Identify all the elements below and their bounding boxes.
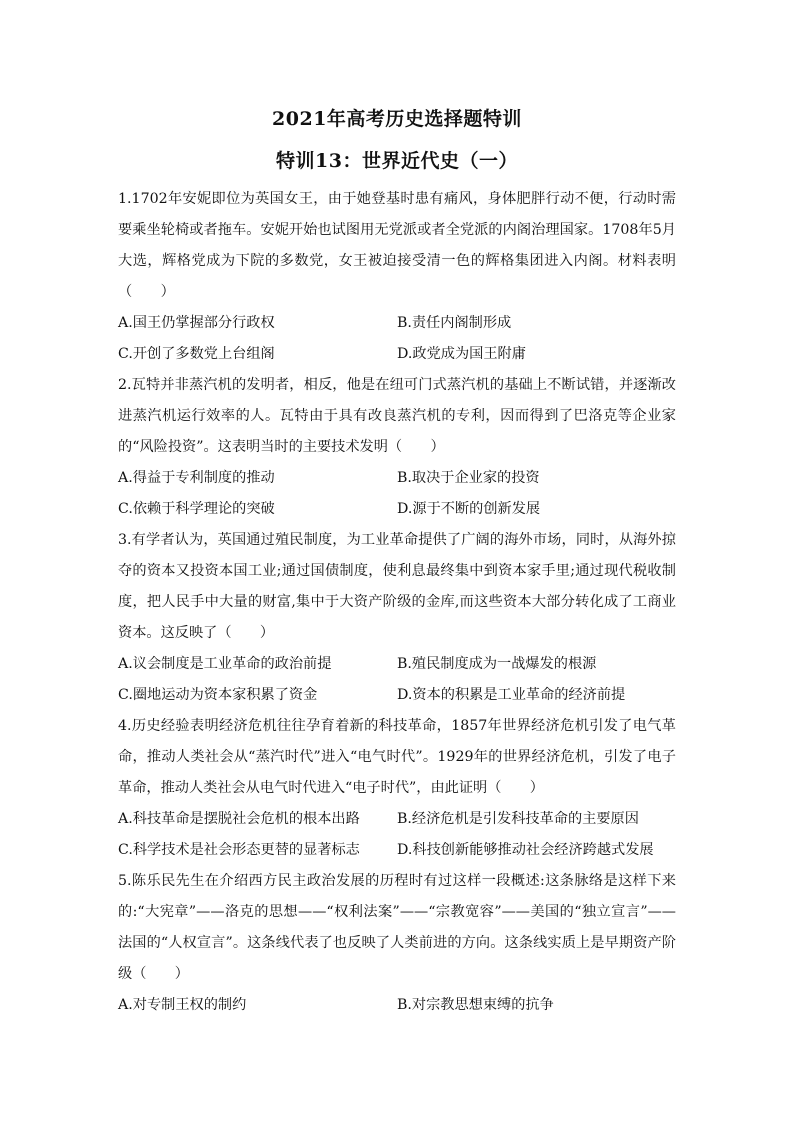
- option-b: B.取决于企业家的投资: [397, 470, 540, 486]
- option-a: A.得益于专利制度的推动: [118, 470, 275, 486]
- question-2: [118, 370, 676, 525]
- option-d: D.政党成为国王附庸: [397, 346, 526, 362]
- option-list: [118, 308, 676, 370]
- option-b: B.殖民制度成为一战爆发的根源: [397, 656, 597, 672]
- option-d: D.科技创新能够推动社会经济跨越式发展: [397, 842, 654, 858]
- option-b: B.对宗教思想束缚的抗争: [397, 997, 554, 1013]
- document-subtitle: 特训13：世界近代史（一）: [276, 150, 518, 172]
- option-b: B.责任内阁制形成: [397, 315, 512, 331]
- option-a: A.对专制王权的制约: [118, 997, 247, 1013]
- question-stem: 1.1702年安妮即位为英国女王，由于她登基时患有痛风，身体肥胖行动不便，行动时需要乘坐轮椅或者拖车。安妮开始也试图用无党派或者全党派的内阁治理国家。1708年5月大选，辉格党成为下院的多数党，女王被迫接受清一色的辉格集团进入内阁。材料表明（ ）: [118, 191, 676, 300]
- option-c: C.开创了多数党上台组阁: [118, 346, 275, 362]
- question-4: [118, 711, 676, 866]
- document-title: 2021年高考历史选择题特训: [272, 108, 522, 130]
- option-list: [118, 463, 676, 525]
- question-stem: 3.有学者认为，英国通过殖民制度，为工业革命提供了广阔的海外市场，同时，从海外掠夺的资本又投资本国工业;通过国债制度，使利息最终集中到资本家手里;通过现代税收制度，把人民手中大量的财富,集中于大资产阶级的金库,而这些资本大部分转化成了工商业资本。这反映了（ ）: [118, 532, 676, 641]
- question-3: [118, 525, 676, 711]
- option-c: C.依赖于科学理论的突破: [118, 501, 275, 517]
- option-c: C.圈地运动为资本家积累了资金: [118, 687, 318, 703]
- question-stem: 2.瓦特并非蒸汽机的发明者，相反，他是在纽可门式蒸汽机的基础上不断试错，并逐渐改进蒸汽机运行效率的人。瓦特由于具有改良蒸汽机的专利，因而得到了巴洛克等企业家的“风险投资”。这表明当时的主要技术发明（ ）: [118, 377, 676, 455]
- question-list: [118, 184, 676, 1021]
- option-d: D.资本的积累是工业革命的经济前提: [397, 687, 626, 703]
- option-list: [118, 804, 676, 866]
- option-d: D.源于不断的创新发展: [397, 501, 541, 517]
- option-a: A.议会制度是工业革命的政治前提: [118, 656, 332, 672]
- question-1: [118, 184, 676, 370]
- option-c: C.科学技术是社会形态更替的显著标志: [118, 842, 360, 858]
- question-stem: 5.陈乐民先生在介绍西方民主政治发展的历程时有过这样一段概述:这条脉络是这样下来的:“大宪章”——洛克的思想——“权利法案”——“宗教宽容”——美国的“独立宣言”——法国的“人权宣言”。这条线代表了也反映了人类前进的方向。这条线实质上是早期资产阶级（ ）: [118, 873, 676, 982]
- question-stem: 4.历史经验表明经济危机往往孕育着新的科技革命，1857年世界经济危机引发了电气革命，推动人类社会从“蒸汽时代”进入“电气时代”。1929年的世界经济危机，引发了电子革命，推动人类社会从电气时代进入“电子时代”，由此证明（ ）: [118, 718, 676, 796]
- option-list: [118, 990, 676, 1021]
- option-list: [118, 649, 676, 711]
- option-a: A.科技革命是摆脱社会危机的根本出路: [118, 811, 360, 827]
- question-5: [118, 866, 676, 1021]
- option-b: B.经济危机是引发科技革命的主要原因: [397, 811, 639, 827]
- option-a: A.国王仍掌握部分行政权: [118, 315, 275, 331]
